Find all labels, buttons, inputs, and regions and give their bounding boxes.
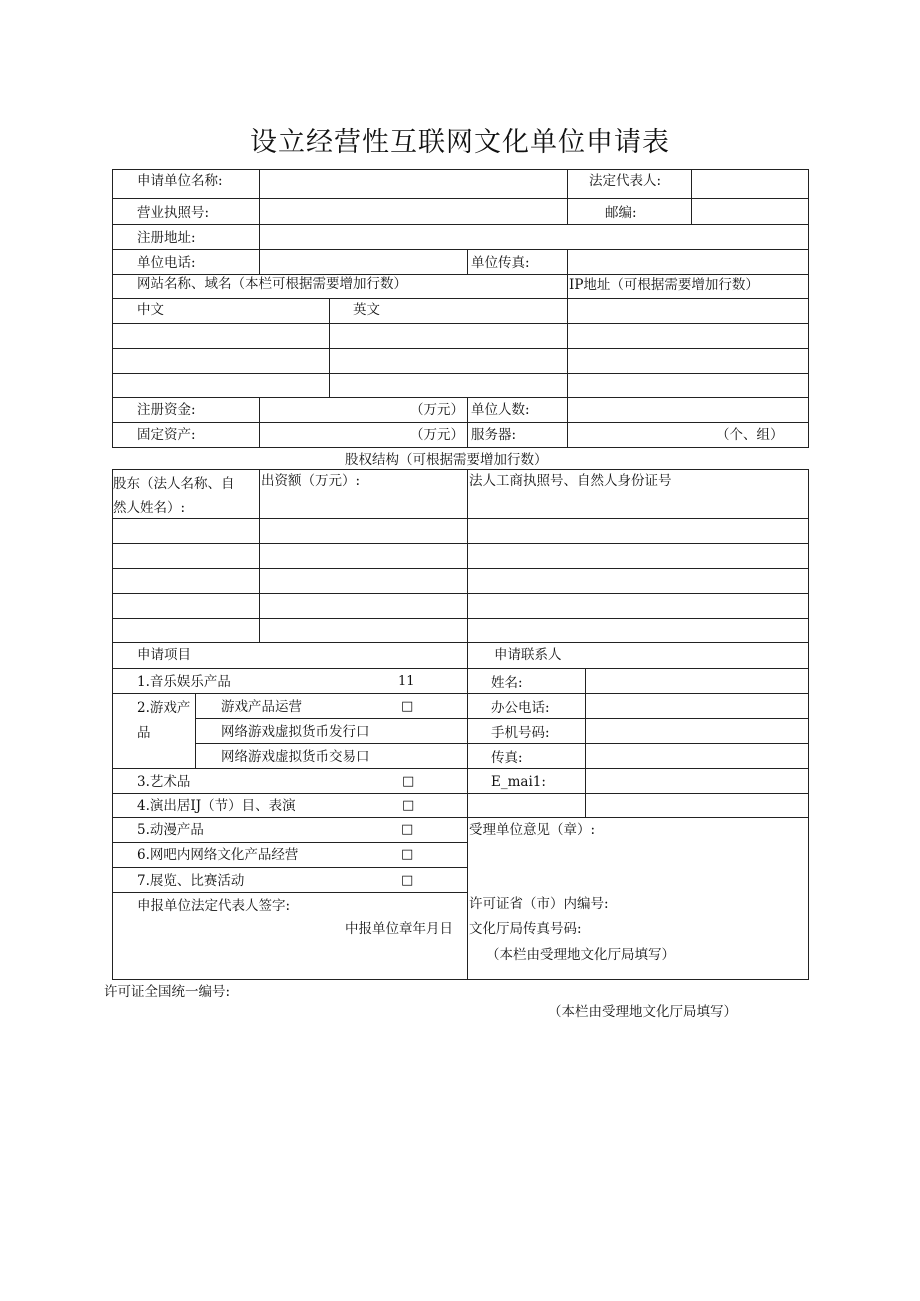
item-music-checkbox[interactable]: 11 bbox=[398, 674, 415, 689]
equity-heading: 股权结构（可根据需要增加行数） bbox=[345, 452, 548, 468]
item-performance-checkbox[interactable]: □ bbox=[402, 798, 415, 813]
shareholder-col-line1: 股东（法人名称、自 bbox=[113, 476, 235, 492]
server-unit: （个、组） bbox=[716, 427, 784, 443]
assets-unit: （万元） bbox=[410, 427, 464, 443]
email-label: E_mai1: bbox=[491, 774, 546, 790]
legal-rep-label: 法定代表人: bbox=[589, 173, 662, 189]
item-game-ops-checkbox[interactable]: □ bbox=[401, 699, 414, 714]
license-no-field[interactable] bbox=[260, 199, 567, 224]
footer-note: （本栏由受理地文化厅局填写） bbox=[548, 1004, 737, 1020]
item-music: 1.音乐娱乐产品 bbox=[137, 674, 231, 690]
item-game-currency-trade[interactable]: 网络游戏虚拟货币交易口 bbox=[221, 749, 370, 765]
national-no-label: 许可证全国统一编号: bbox=[104, 984, 231, 1000]
address-field[interactable] bbox=[260, 225, 808, 249]
contact-name-label: 姓名: bbox=[491, 675, 523, 691]
email-field[interactable] bbox=[586, 769, 808, 793]
ip-label: IP地址（可根据需要增加行数） bbox=[569, 277, 759, 293]
item-cafe: 6.网吧内网络文化产品经营 bbox=[137, 847, 299, 863]
chinese-name-label: 中文 bbox=[137, 302, 164, 318]
item-exhibition: 7.展览、比赛活动 bbox=[137, 873, 245, 889]
shareholder-col-line2: 然人姓名）: bbox=[113, 500, 186, 516]
opinion-label: 受理单位意见（章）: bbox=[469, 822, 596, 838]
phone-field[interactable] bbox=[260, 250, 467, 274]
server-label: 服务器: bbox=[471, 427, 517, 443]
mobile-label: 手机号码: bbox=[491, 725, 550, 741]
form-title: 设立经营性互联网文化单位申请表 bbox=[250, 127, 670, 158]
staff-label: 单位人数: bbox=[471, 402, 530, 418]
item-game-ops: 游戏产品运营 bbox=[221, 699, 302, 715]
website-label: 网站名称、域名（本栏可根据需要增加行数） bbox=[137, 276, 407, 292]
fax-no-label: 文化厅局传真号码: bbox=[469, 921, 582, 937]
item-exhibition-checkbox[interactable]: □ bbox=[401, 873, 414, 888]
contact-name-field[interactable] bbox=[586, 669, 808, 693]
items-heading: 申请项目 bbox=[137, 647, 191, 663]
item-game-line1: 2.游戏产 bbox=[137, 700, 191, 716]
legal-rep-field[interactable] bbox=[692, 170, 808, 198]
office-phone-label: 办公电话: bbox=[491, 700, 550, 716]
item-art: 3.艺术品 bbox=[137, 774, 191, 790]
postcode-field[interactable] bbox=[692, 199, 808, 224]
item-animation: 5.动漫产品 bbox=[137, 822, 204, 838]
fax-label: 单位传真: bbox=[471, 255, 530, 271]
signature-label: 申报单位法定代表人签字: bbox=[137, 898, 291, 914]
amount-col-header: 出资额（万元）: bbox=[261, 473, 361, 489]
mobile-field[interactable] bbox=[586, 719, 808, 743]
seal-date-label: 中报单位章年月日 bbox=[345, 921, 453, 937]
permit-no-label: 许可证省（市）内编号: bbox=[469, 896, 609, 912]
id-col-header: 法人工商执照号、自然人身份证号 bbox=[469, 473, 672, 489]
fax-field[interactable] bbox=[568, 250, 808, 274]
english-name-label: 英文 bbox=[353, 302, 380, 318]
staff-field[interactable] bbox=[568, 398, 808, 422]
item-game-line2: 品 bbox=[137, 725, 151, 741]
item-game-currency-issue[interactable]: 网络游戏虚拟货币发行口 bbox=[221, 724, 370, 740]
office-phone-field[interactable] bbox=[586, 694, 808, 718]
license-no-label: 营业执照号: bbox=[137, 205, 210, 221]
item-cafe-checkbox[interactable]: □ bbox=[401, 847, 414, 862]
unit-name-label: 申请单位名称: bbox=[137, 173, 223, 189]
contact-fax-label: 传真: bbox=[491, 750, 523, 766]
contact-fax-field[interactable] bbox=[586, 744, 808, 768]
assets-label: 固定资产: bbox=[137, 427, 196, 443]
item-art-checkbox[interactable]: □ bbox=[402, 774, 415, 789]
contact-heading: 申请联系人 bbox=[494, 647, 562, 663]
address-label: 注册地址: bbox=[137, 230, 196, 246]
postcode-label: 邮编: bbox=[605, 205, 637, 221]
capital-unit: （万元） bbox=[410, 402, 464, 418]
item-performance: 4.演出居IJ（节）目、表演 bbox=[137, 798, 296, 814]
item-animation-checkbox[interactable]: □ bbox=[401, 822, 414, 837]
capital-label: 注册资金: bbox=[137, 402, 196, 418]
phone-label: 单位电话: bbox=[137, 255, 196, 271]
unit-name-field[interactable] bbox=[260, 170, 567, 198]
acceptance-note: （本栏由受理地文化厅局填写） bbox=[486, 947, 675, 963]
